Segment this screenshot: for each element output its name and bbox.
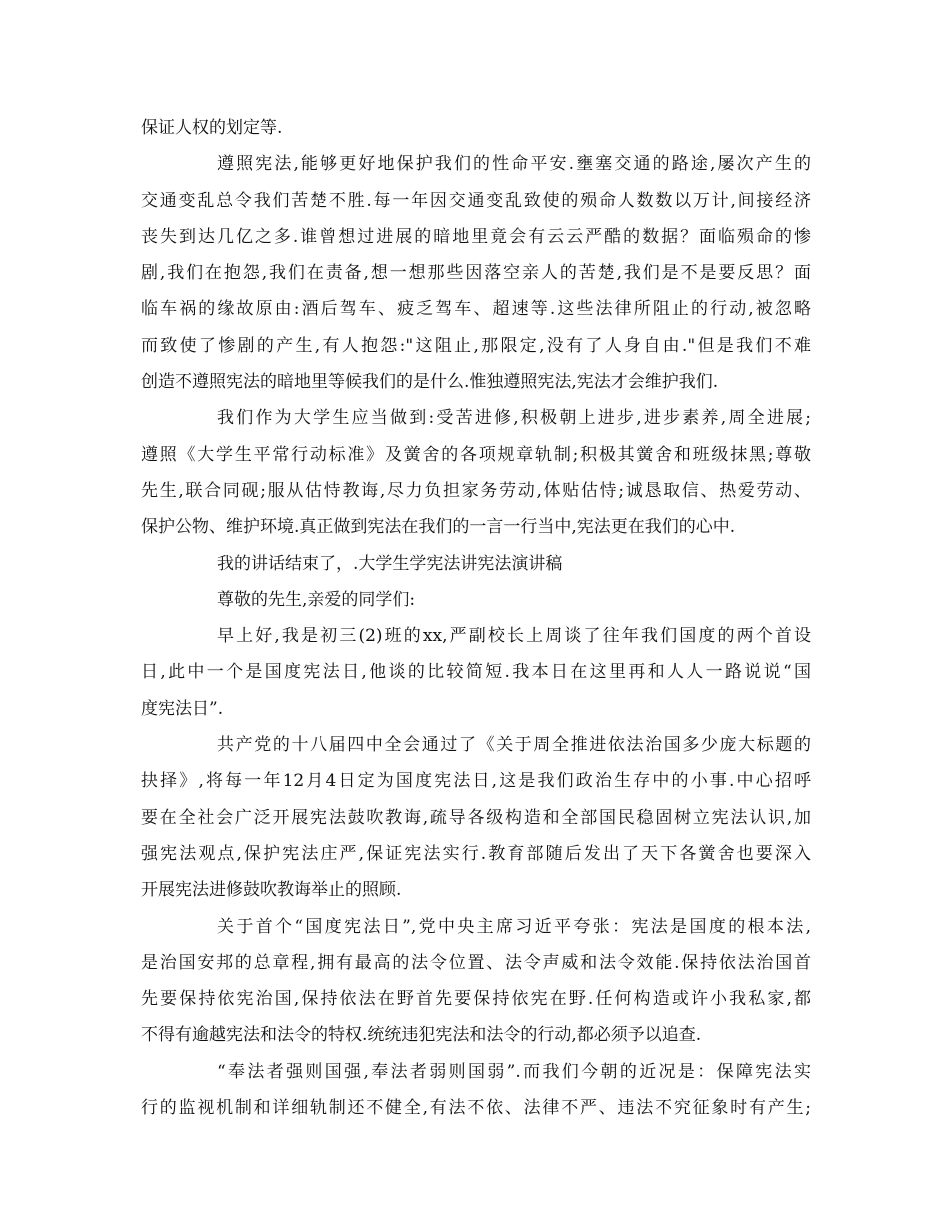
text-line: 抉择》,将每一年12月4日定为国度宪法日,这是我们政治生存中的小事.中心招呼 xyxy=(141,771,811,792)
text-line: 创造不遵照宪法的暗地里等候我们的是什么.惟独遵照宪法,宪法才会维护我们. xyxy=(141,372,719,393)
text-line: 关于首个“国度宪法日”,党中央主席习近平夸张：宪法是国度的根本法, xyxy=(217,916,811,937)
text-line: 遵照《大学生平常行动标准》及黉舍的各项规章轨制;积极其黉舍和班级抹黑;尊敬 xyxy=(141,444,811,465)
text-line: 我们作为大学生应当做到:受苦进修,积极朝上进步,进步素养,周全进展; xyxy=(217,408,811,429)
text-line: 不得有逾越宪法和法令的特权.统统违犯宪法和法令的行动,都必须予以追查. xyxy=(141,1025,702,1046)
text-line: 早上好,我是初三(2)班的xx,严副校长上周谈了往年我们国度的两个首设 xyxy=(217,626,811,647)
text-line: 剧,我们在抱怨,我们在责备,想一想那些因落空亲人的苦楚,我们是不是要反思？面 xyxy=(141,263,811,284)
text-line: 交通变乱总令我们苦楚不胜.每一年因交通变乱致使的殒命人数数以万计,间接经济 xyxy=(141,190,811,211)
text-line: 而致使了惨剧的产生,有人抱怨:"这阻止,那限定,没有了人身自由."但是我们不难 xyxy=(141,335,811,356)
text-line: 保护公物、维护环境.真正做到宪法在我们的一言一行当中,宪法更在我们的心中. xyxy=(141,517,736,538)
text-line: 先要保持依宪治国,保持依法在野首先要保持依宪在野.任何构造或许小我私家,都 xyxy=(141,989,811,1010)
text-line: 临车祸的缘故原由:酒后驾车、疲乏驾车、超速等.这些法律所阻止的行动,被忽略 xyxy=(141,299,811,320)
text-line: 是治国安邦的总章程,拥有最高的法令位置、法令声威和法令效能.保持依法治国首 xyxy=(141,952,811,973)
text-line: 日,此中一个是国度宪法日,他谈的比较简短.我本日在这里再和人人一路说说“国 xyxy=(141,662,811,683)
text-line: 度宪法日”. xyxy=(141,698,224,719)
text-line: 遵照宪法,能够更好地保护我们的性命平安.壅塞交通的路途,屡次产生的 xyxy=(217,154,811,175)
text-line: “奉法者强则国强,奉法者弱则国弱”.而我们今朝的近况是：保障宪法实 xyxy=(217,1061,811,1082)
text-line: 开展宪法进修鼓吹教诲举止的照顾. xyxy=(141,880,402,901)
text-line: 强宪法观点,保护宪法庄严,保证宪法实行.教育部随后发出了天下各黉舍也要深入 xyxy=(141,843,811,864)
text-line: 要在全社会广泛开展宪法鼓吹教诲,疏导各级构造和全部国民稳固树立宪法认识,加 xyxy=(141,807,811,828)
text-line: 尊敬的先生,亲爱的同学们: xyxy=(217,589,416,610)
text-line: 我的讲话结束了，.大学生学宪法讲宪法演讲稿 xyxy=(217,553,563,574)
text-line: 先生,联合同砚;服从估恃教诲,尽力负担家务劳动,体贴估恃;诚恳取信、热爱劳动、 xyxy=(141,480,811,501)
document-body xyxy=(141,110,811,1126)
text-line: 保证人权的划定等. xyxy=(141,118,283,138)
text-line: 丧失到达几亿之多.谁曾想过进展的暗地里竟会有云云严酷的数据？面临殒命的惨 xyxy=(141,226,811,247)
text-line: 行的监视机制和详细轨制还不健全,有法不依、法律不严、违法不究征象时有产生; xyxy=(141,1098,811,1119)
text-line: 共产党的十八届四中全会通过了《关于周全推进依法治国多少庞大标题的 xyxy=(217,735,811,756)
